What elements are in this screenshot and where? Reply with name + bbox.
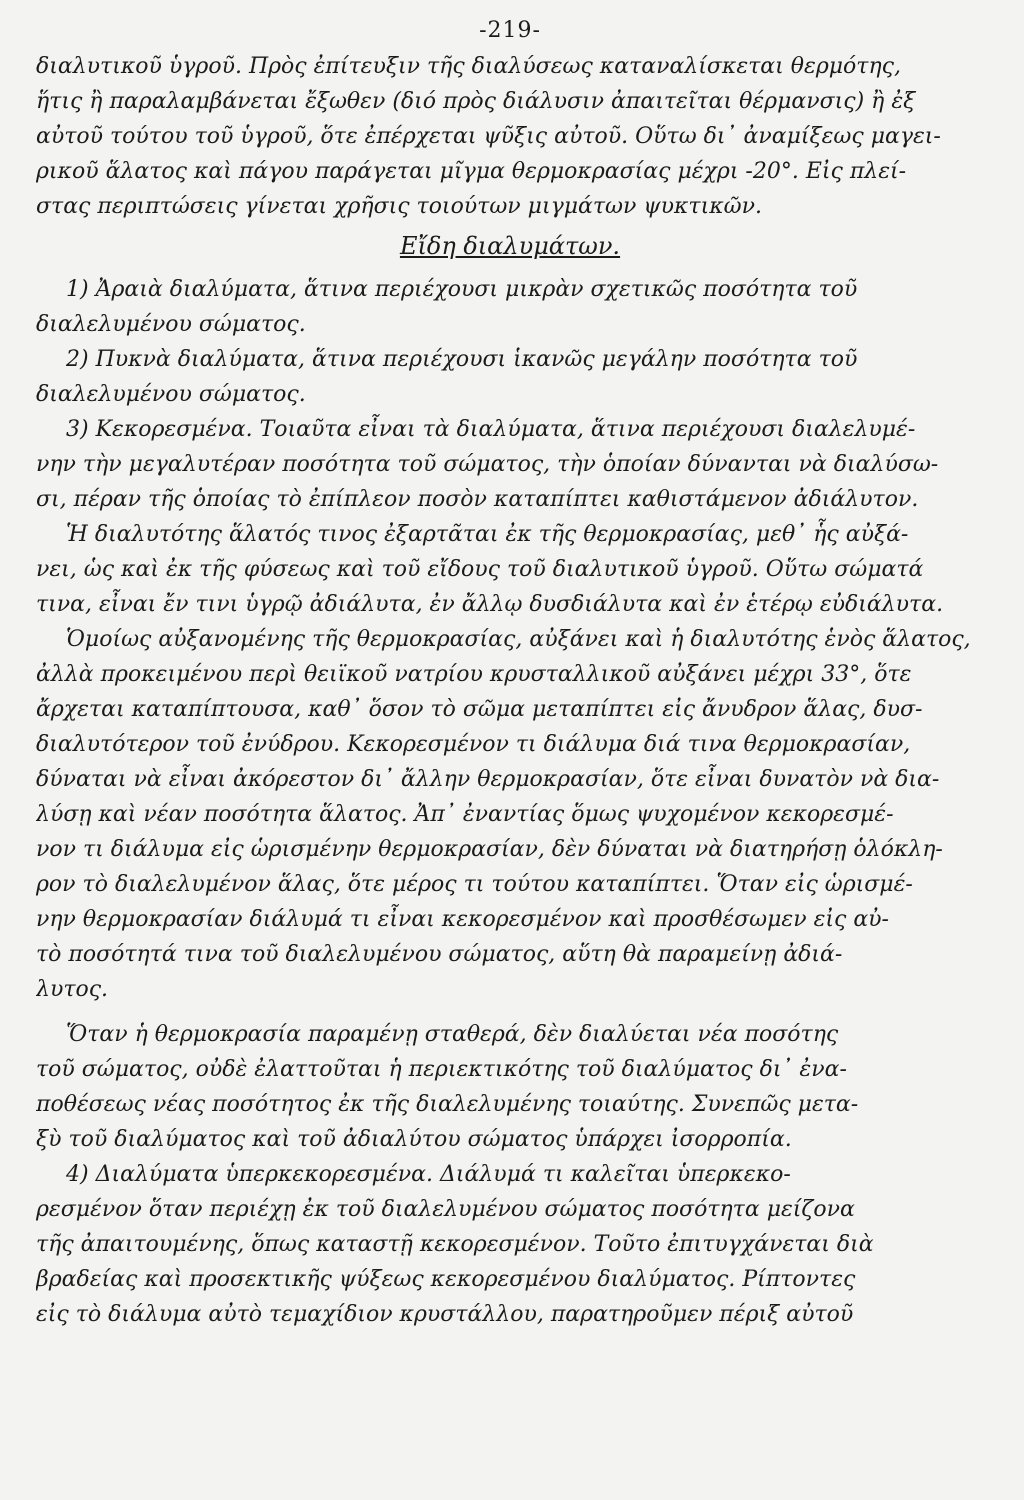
text-line: Ὅταν ἡ θερμοκρασία παραμένῃ σταθερά, δὲν διαλύεται νέα ποσότης <box>66 1022 839 1047</box>
text-line: νον τι διάλυμα εἰς ὡρισμένην θερμοκρασίαν, δὲν δύναται νὰ διατηρήσῃ ὁλόκλη- <box>36 837 943 862</box>
text-line: ξὺ τοῦ διαλύματος καὶ τοῦ ἀδιαλύτου σώματος ὑπάρχει ἰσορροπία. <box>36 1127 792 1152</box>
text-line: ρικοῦ ἅλατος καὶ πάγου παράγεται μῖγμα θερμοκρασίας μέχρι -20°. Εἰς πλεί- <box>36 159 907 184</box>
text-line: εἰς τὸ διάλυμα αὐτὸ τεμαχίδιον κρυστάλλου, παρατηροῦμεν πέριξ αὐτοῦ <box>36 1302 854 1327</box>
text-line: Ἡ διαλυτότης ἅλατός τινος ἐξαρτᾶται ἐκ τῆς θερμοκρασίας, μεθ᾽ ἧς αὐξά- <box>66 522 909 547</box>
text-line: ποθέσεως νέας ποσότητος ἐκ τῆς διαλελυμένης τοιαύτης. Συνεπῶς μετα- <box>36 1092 859 1117</box>
text-line: διαλυτότερον τοῦ ἐνύδρου. Κεκορεσμένον τι διάλυμα διά τινα θερμοκρασίαν, <box>36 732 911 757</box>
text-line: διαλελυμένου σώματος. <box>36 312 306 337</box>
text-line: Ὁμοίως αὐξανομένης τῆς θερμοκρασίας, αὐξάνει καὶ ἡ διαλυτότης ἑνὸς ἅλατος, <box>66 627 971 652</box>
text-line: νην τὴν μεγαλυτέραν ποσότητα τοῦ σώματος, τὴν ὁποίαν δύνανται νὰ διαλύσω- <box>36 452 939 477</box>
text-line: διαλυτικοῦ ὑγροῦ. Πρὸς ἐπίτευξιν τῆς διαλύσεως καταναλίσκεται θερμότης, <box>36 54 901 79</box>
text-line: σι, πέραν τῆς ὁποίας τὸ ἐπίπλεον ποσὸν καταπίπτει καθιστάμενον ἀδιάλυτον. <box>36 487 919 512</box>
text-line: 3) Κεκορεσμένα. Τοιαῦτα εἶναι τὰ διαλύματα, ἅτινα περιέχουσι διαλελυμέ- <box>66 417 916 442</box>
text-line: ἥτις ἢ παραλαμβάνεται ἔξωθεν (διό πρὸς διάλυσιν ἀπαιτεῖται θέρμανσις) ἢ ἐξ <box>36 89 916 114</box>
page-number: -219- <box>479 18 541 43</box>
text-line: ἀλλὰ προκειμένου περὶ θειϊκοῦ νατρίου κρυσταλλικοῦ αὐξάνει μέχρι 33°, ὅτε <box>36 662 912 687</box>
text-line: τοῦ σώματος, οὐδὲ ἐλαττοῦται ἡ περιεκτικότης τοῦ διαλύματος δι᾽ ἐνα- <box>36 1057 847 1082</box>
text-line: στας περιπτώσεις γίνεται χρῆσις τοιούτων μιγμάτων ψυκτικῶν. <box>36 194 762 219</box>
text-line: τῆς ἀπαιτουμένης, ὅπως καταστῇ κεκορεσμένον. Τοῦτο ἐπιτυγχάνεται διὰ <box>36 1232 874 1257</box>
text-line: βραδείας καὶ προσεκτικῆς ψύξεως κεκορεσμένου διαλύματος. Ρίπτοντες <box>36 1267 856 1292</box>
text-line: αὐτοῦ τούτου τοῦ ὑγροῦ, ὅτε ἐπέρχεται ψῦξις αὐτοῦ. Οὕτω δι᾽ ἀναμίξεως μαγει- <box>36 124 941 149</box>
text-line: ρον τὸ διαλελυμένον ἅλας, ὅτε μέρος τι τούτου καταπίπτει. Ὅταν εἰς ὡρισμέ- <box>36 872 913 897</box>
text-line: ρεσμένον ὅταν περιέχῃ ἐκ τοῦ διαλελυμένου σώματος ποσότητα μείζονα <box>36 1197 855 1222</box>
text-line: διαλελυμένου σώματος. <box>36 382 306 407</box>
text-line: νει, ὡς καὶ ἐκ τῆς φύσεως καὶ τοῦ εἴδους τοῦ διαλυτικοῦ ὑγροῦ. Οὕτω σώματά <box>36 557 924 582</box>
text-line: λύσῃ καὶ νέαν ποσότητα ἅλατος. Ἀπ᾽ ἐναντίας ὅμως ψυχομένον κεκορεσμέ- <box>36 802 894 827</box>
text-line: 4) Διαλύματα ὑπερκεκορεσμένα. Διάλυμά τι καλεῖται ὑπερκεκο- <box>66 1162 791 1187</box>
section-heading: Εἴδη διαλυμάτων. <box>399 232 621 260</box>
text-line: δύναται νὰ εἶναι ἀκόρεστον δι᾽ ἄλλην θερμοκρασίαν, ὅτε εἶναι δυνατὸν νὰ δια- <box>36 767 940 792</box>
text-line: τὸ ποσότητά τινα τοῦ διαλελυμένου σώματος, αὕτη θὰ παραμείνῃ ἀδιά- <box>36 942 843 967</box>
text-line: τινα, εἶναι ἔν τινι ὑγρῷ ἀδιάλυτα, ἐν ἄλλῳ δυσδιάλυτα καὶ ἐν ἑτέρῳ εὐδιάλυτα. <box>36 592 944 617</box>
text-line: νην θερμοκρασίαν διάλυμά τι εἶναι κεκορεσμένον καὶ προσθέσωμεν εἰς αὐ- <box>36 907 889 932</box>
text-line: ἄρχεται καταπίπτουσα, καθ᾽ ὅσον τὸ σῶμα μεταπίπτει εἰς ἄνυδρον ἅλας, δυσ- <box>36 697 923 722</box>
text-line: 1) Ἀραιὰ διαλύματα, ἅτινα περιέχουσι μικρὰν σχετικῶς ποσότητα τοῦ <box>66 277 858 302</box>
text-line: λυτος. <box>36 977 109 1002</box>
text-line: 2) Πυκνὰ διαλύματα, ἅτινα περιέχουσι ἱκανῶς μεγάλην ποσότητα τοῦ <box>66 347 858 372</box>
